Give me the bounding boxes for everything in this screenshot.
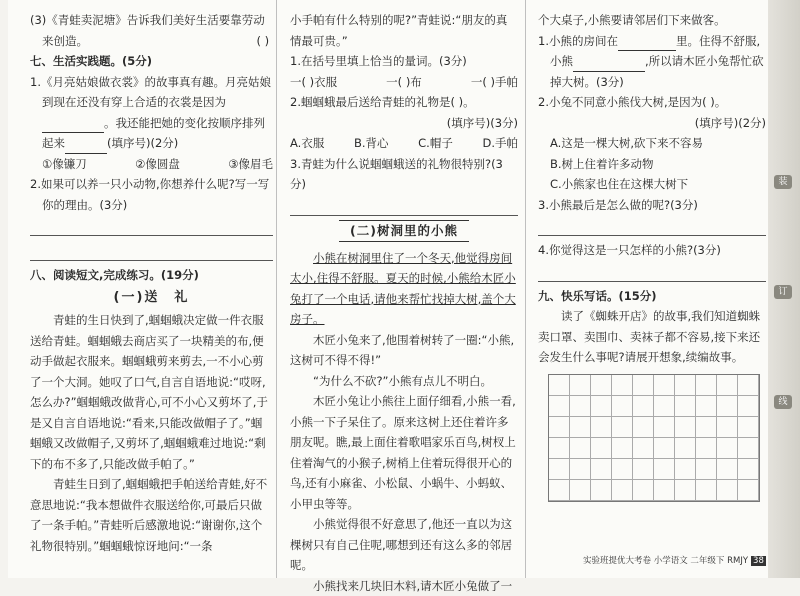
grid-cell[interactable] [696,480,717,501]
grid-cell[interactable] [591,480,612,501]
column-left [30,10,273,556]
binding-spine [768,0,800,578]
story-1-title: (一)送 礼 [30,288,273,309]
answer-blank[interactable] [573,71,645,72]
s7-question-1c: (填序号)(2分) [107,136,178,150]
question-1c: ,所以请木匠小兔帮忙砍掉大树。(3分) [550,54,764,89]
measure-word-item[interactable]: 一( )衣服 [290,72,337,93]
grid-cell[interactable] [612,396,633,417]
story-2-continued: 个大桌子,小熊要请邻居们下来做客。 [538,10,766,31]
section-9-title: 九、快乐写话。(15分) [538,286,766,307]
answer-blank[interactable] [42,132,104,133]
grid-cell[interactable] [717,480,738,501]
grid-cell[interactable] [549,459,570,480]
grid-cell[interactable] [612,459,633,480]
grid-cell[interactable] [654,480,675,501]
grid-cell[interactable] [654,375,675,396]
grid-cell[interactable] [696,438,717,459]
measure-word-item[interactable]: 一( )布 [386,72,422,93]
footer-text: 实验班提优大考卷 小学语文 二年级下 RMJY [583,556,748,566]
grid-cell[interactable] [570,480,591,501]
grid-cell[interactable] [654,459,675,480]
question-2: 2.小兔不同意小熊伐大树,是因为( )。 [538,92,766,113]
grid-cell[interactable] [696,375,717,396]
measure-word-item[interactable]: 一( )手帕 [471,72,518,93]
grid-cell[interactable] [654,438,675,459]
grid-cell[interactable] [738,417,759,438]
story-2-paragraph: “为什么不砍?”小熊有点儿不明白。 [290,371,518,392]
option: C.帽子 [418,133,453,154]
question-2: 2.蝈蝈蛾最后送给青蛙的礼物是( )。 [290,92,518,113]
option: ②像圆盘 [135,154,180,175]
grid-cell[interactable] [738,480,759,501]
binding-mark: 装 [774,175,792,189]
q3-text: (3)《青蛙卖泥塘》告诉我们美好生活要靠劳动来创造。 [30,13,265,48]
grid-cell[interactable] [675,375,696,396]
story-2-paragraph: 木匠小兔来了,他围着树转了一圈:“小熊,这树可不得不得!” [290,330,518,371]
question-4: 4.你觉得这是一只怎样的小熊?(3分) [538,240,766,261]
question-3: 3.小熊最后是怎么做的呢?(3分) [538,195,766,216]
s7-question-1b: 。我还能把她的变化按顺序排列起来 [42,116,265,151]
story-1-paragraph: 青蛙生日到了,蝈蝈蛾把手帕送给青蛙,好不意思地说:“我本想做件衣服送给你,可最后只做了一条手帕。”青蛙听后感激地说:“谢谢你,这个礼物很特别。”蝈蝈蛾惊讶地问:“一条 [30,474,273,556]
answer-paren: ( ) [269,31,273,52]
grid-cell[interactable] [591,438,612,459]
answer-line[interactable] [538,261,766,282]
exam-page [8,0,768,578]
grid-cell[interactable] [549,438,570,459]
answer-line[interactable] [30,240,273,261]
grid-cell[interactable] [717,438,738,459]
grid-cell[interactable] [633,375,654,396]
grid-cell[interactable] [549,480,570,501]
question-1: 1.在括号里填上恰当的量词。(3分) [290,51,518,72]
grid-cell[interactable] [675,480,696,501]
page-number: 38 [751,556,766,566]
section-7-title: 七、生活实践题。(5分) [30,51,273,72]
option: B.树上住着许多动物 [538,154,766,175]
story-1-paragraph: 青蛙的生日快到了,蝈蝈蛾决定做一件衣服送给青蛙。蝈蝈蛾去商店买了一块精美的布,便动手做起衣服来。蝈蝈蛾剪来剪去,一不小心剪了一个大洞。她叹了口气,自言自语地说:“哎呀,怎么办?”蝈蝈蛾改做背心,可不小心又剪坏了,于是又自言自语地说:“看来,只能改做帽子了。”蝈蝈蛾又改做帽子,又剪坏了,蝈蝈蛾难过地说:“剩下的布不多了,只能改做手帕了。” [30,310,273,474]
grid-cell[interactable] [633,459,654,480]
grid-cell[interactable] [633,438,654,459]
story-2-title: (二)树洞里的小熊 [339,220,469,242]
s7-question-2: 2.如果可以养一只小动物,你想养什么呢?写一写你的理由。(3分) [30,174,273,215]
story-1-continued: 小手帕有什么特别的呢?”青蛙说:“朋友的真情最可贵。” [290,10,518,51]
grid-cell[interactable] [612,375,633,396]
q2-options [290,133,518,154]
grid-cell[interactable] [696,396,717,417]
grid-cell[interactable] [612,480,633,501]
question-3: 3.青蛙为什么说蝈蝈蛾送的礼物很特别?(3分) [290,154,518,195]
binding-mark: 线 [774,395,792,409]
option: A.衣服 [290,133,324,154]
answer-blank[interactable] [618,50,676,51]
grid-cell[interactable] [717,375,738,396]
grid-cell[interactable] [738,375,759,396]
grid-cell[interactable] [570,375,591,396]
story-2-paragraph: 小熊在树洞里住了一个冬天,他觉得房间太小,住得不舒服。夏天的时候,小熊给木匠小兔打了一个电话,请他来帮忙找掉大树,盖个大房子。 [290,248,518,330]
grid-cell[interactable] [675,438,696,459]
grid-cell[interactable] [591,375,612,396]
column-divider [276,0,277,578]
s7-options [30,154,273,175]
writing-grid[interactable] [548,374,760,502]
grid-cell[interactable] [549,375,570,396]
grid-cell[interactable] [549,417,570,438]
grid-cell[interactable] [717,417,738,438]
question-2-note: (填序号)(3分) [290,113,518,134]
grid-cell[interactable] [654,417,675,438]
grid-cell[interactable] [612,438,633,459]
column-middle [290,10,518,596]
column-right [538,10,766,502]
option: D.手帕 [482,133,518,154]
grid-cell[interactable] [717,396,738,417]
grid-cell[interactable] [675,417,696,438]
option: A.这是一棵大树,砍下来不容易 [538,133,766,154]
story-2-paragraph: 木匠小兔让小熊往上面仔细看,小熊一看,小熊一下子呆住了。原来这树上还住着许多朋友呢。瞧,最上面住着歌唱家乐百鸟,树杈上住着淘气的小猴子,树梢上住着玩得很开心的鸟,还有小麻雀、小松鼠、小蜗牛、小蚂蚁、小甲虫等等。 [290,391,518,514]
grid-cell[interactable] [570,438,591,459]
q1-items [290,72,518,93]
grid-cell[interactable] [696,417,717,438]
grid-cell[interactable] [738,396,759,417]
grid-cell[interactable] [738,459,759,480]
grid-cell[interactable] [591,417,612,438]
grid-cell[interactable] [633,417,654,438]
option: C.小熊家也住在这棵大树下 [538,174,766,195]
grid-cell[interactable] [717,459,738,480]
story-2-paragraph: 小熊觉得很不好意思了,他还一直以为这棵树只有自己住呢,哪想到还有这么多的邻居呢。 [290,514,518,576]
footer [583,554,766,566]
grid-cell[interactable] [675,459,696,480]
grid-cell[interactable] [591,459,612,480]
grid-cell[interactable] [549,396,570,417]
answer-line[interactable] [290,195,518,216]
option: ③像眉毛 [228,154,273,175]
grid-cell[interactable] [675,396,696,417]
grid-cell[interactable] [696,459,717,480]
option: ①像镰刀 [42,154,87,175]
question-2-note: (填序号)(2分) [538,113,766,134]
question-1b: 里。住得不舒服,小熊 [550,34,760,69]
option: B.背心 [354,133,389,154]
grid-cell[interactable] [570,417,591,438]
grid-cell[interactable] [570,459,591,480]
grid-cell[interactable] [612,417,633,438]
grid-cell[interactable] [633,480,654,501]
grid-cell[interactable] [570,396,591,417]
answer-line[interactable] [30,215,273,236]
binding-mark: 订 [774,285,792,299]
grid-cell[interactable] [738,438,759,459]
question-1: 1.小熊的房间在 [538,34,618,48]
s7-question-1: 1.《月亮姑娘做衣裳》的故事真有趣。月亮姑娘到现在还没有穿上合适的衣裳是因为 [30,75,271,110]
answer-line[interactable] [538,215,766,236]
section-8-title: 八、阅读短文,完成练习。(19分) [30,265,273,286]
grid-cell[interactable] [654,396,675,417]
grid-cell[interactable] [591,396,612,417]
column-divider [525,0,526,578]
section-9-prompt: 读了《蜘蛛开店》的故事,我们知道蜘蛛卖口罩、卖围巾、卖袜子都不容易,接下来还会发生什么事呢?请展开想象,续编故事。 [538,306,766,368]
story-2-paragraph: 小熊找来几块旧木料,请木匠小兔做了一 [290,576,518,596]
grid-cell[interactable] [633,396,654,417]
